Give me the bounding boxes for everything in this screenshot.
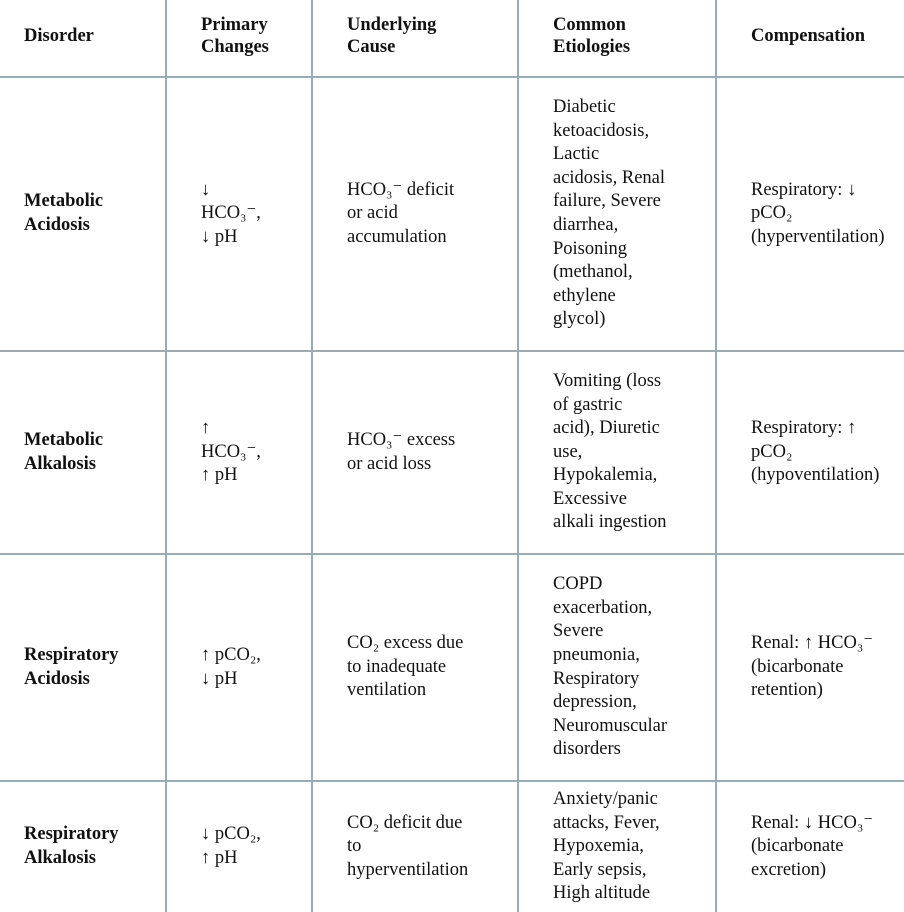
header-underlying-cause: Underlying Cause: [312, 0, 518, 77]
header-compensation: Compensation: [716, 0, 904, 77]
cell-primary-changes: ↑ HCO₃⁻, ↑ pH: [166, 351, 312, 554]
header-primary-changes: Primary Changes: [166, 0, 312, 77]
header-row: [0, 0, 904, 77]
cell-primary-changes: ↓ HCO₃⁻, ↓ pH: [166, 77, 312, 351]
cell-compensation: Respiratory: ↑ pCO₂ (hypoventilation): [716, 351, 904, 554]
header-common-etiologies: Common Etiologies: [518, 0, 716, 77]
cell-disorder: Respiratory Alkalosis: [0, 781, 166, 912]
table-row: [0, 554, 904, 781]
header-disorder: Disorder: [0, 0, 166, 77]
cell-common-etiologies: Vomiting (loss of gastric acid), Diuretic use, Hypokalemia, Excessive alkali ingestion: [518, 351, 716, 554]
cell-disorder: Metabolic Acidosis: [0, 77, 166, 351]
cell-disorder: Respiratory Acidosis: [0, 554, 166, 781]
cell-compensation: Respiratory: ↓ pCO₂ (hyperventilation): [716, 77, 904, 351]
cell-compensation: Renal: ↑ HCO₃⁻ (bicarbonate retention): [716, 554, 904, 781]
cell-common-etiologies: Diabetic ketoacidosis, Lactic acidosis, Renal failure, Severe diarrhea, Poisoning (methanol, ethylene glycol): [518, 77, 716, 351]
cell-compensation: Renal: ↓ HCO₃⁻ (bicarbonate excretion): [716, 781, 904, 912]
table-row: [0, 351, 904, 554]
cell-underlying-cause: CO₂ deficit due to hyperventilation: [312, 781, 518, 912]
table-row: [0, 781, 904, 912]
cell-underlying-cause: CO₂ excess due to inadequate ventilation: [312, 554, 518, 781]
cell-underlying-cause: HCO₃⁻ deficit or acid accumulation: [312, 77, 518, 351]
cell-disorder: Metabolic Alkalosis: [0, 351, 166, 554]
cell-common-etiologies: COPD exacerbation, Severe pneumonia, Respiratory depression, Neuromuscular disorders: [518, 554, 716, 781]
cell-primary-changes: ↓ pCO₂, ↑ pH: [166, 781, 312, 912]
table-row: [0, 77, 904, 351]
cell-underlying-cause: HCO₃⁻ excess or acid loss: [312, 351, 518, 554]
cell-common-etiologies: Anxiety/panic attacks, Fever, Hypoxemia, Early sepsis, High altitude: [518, 781, 716, 912]
cell-primary-changes: ↑ pCO₂, ↓ pH: [166, 554, 312, 781]
